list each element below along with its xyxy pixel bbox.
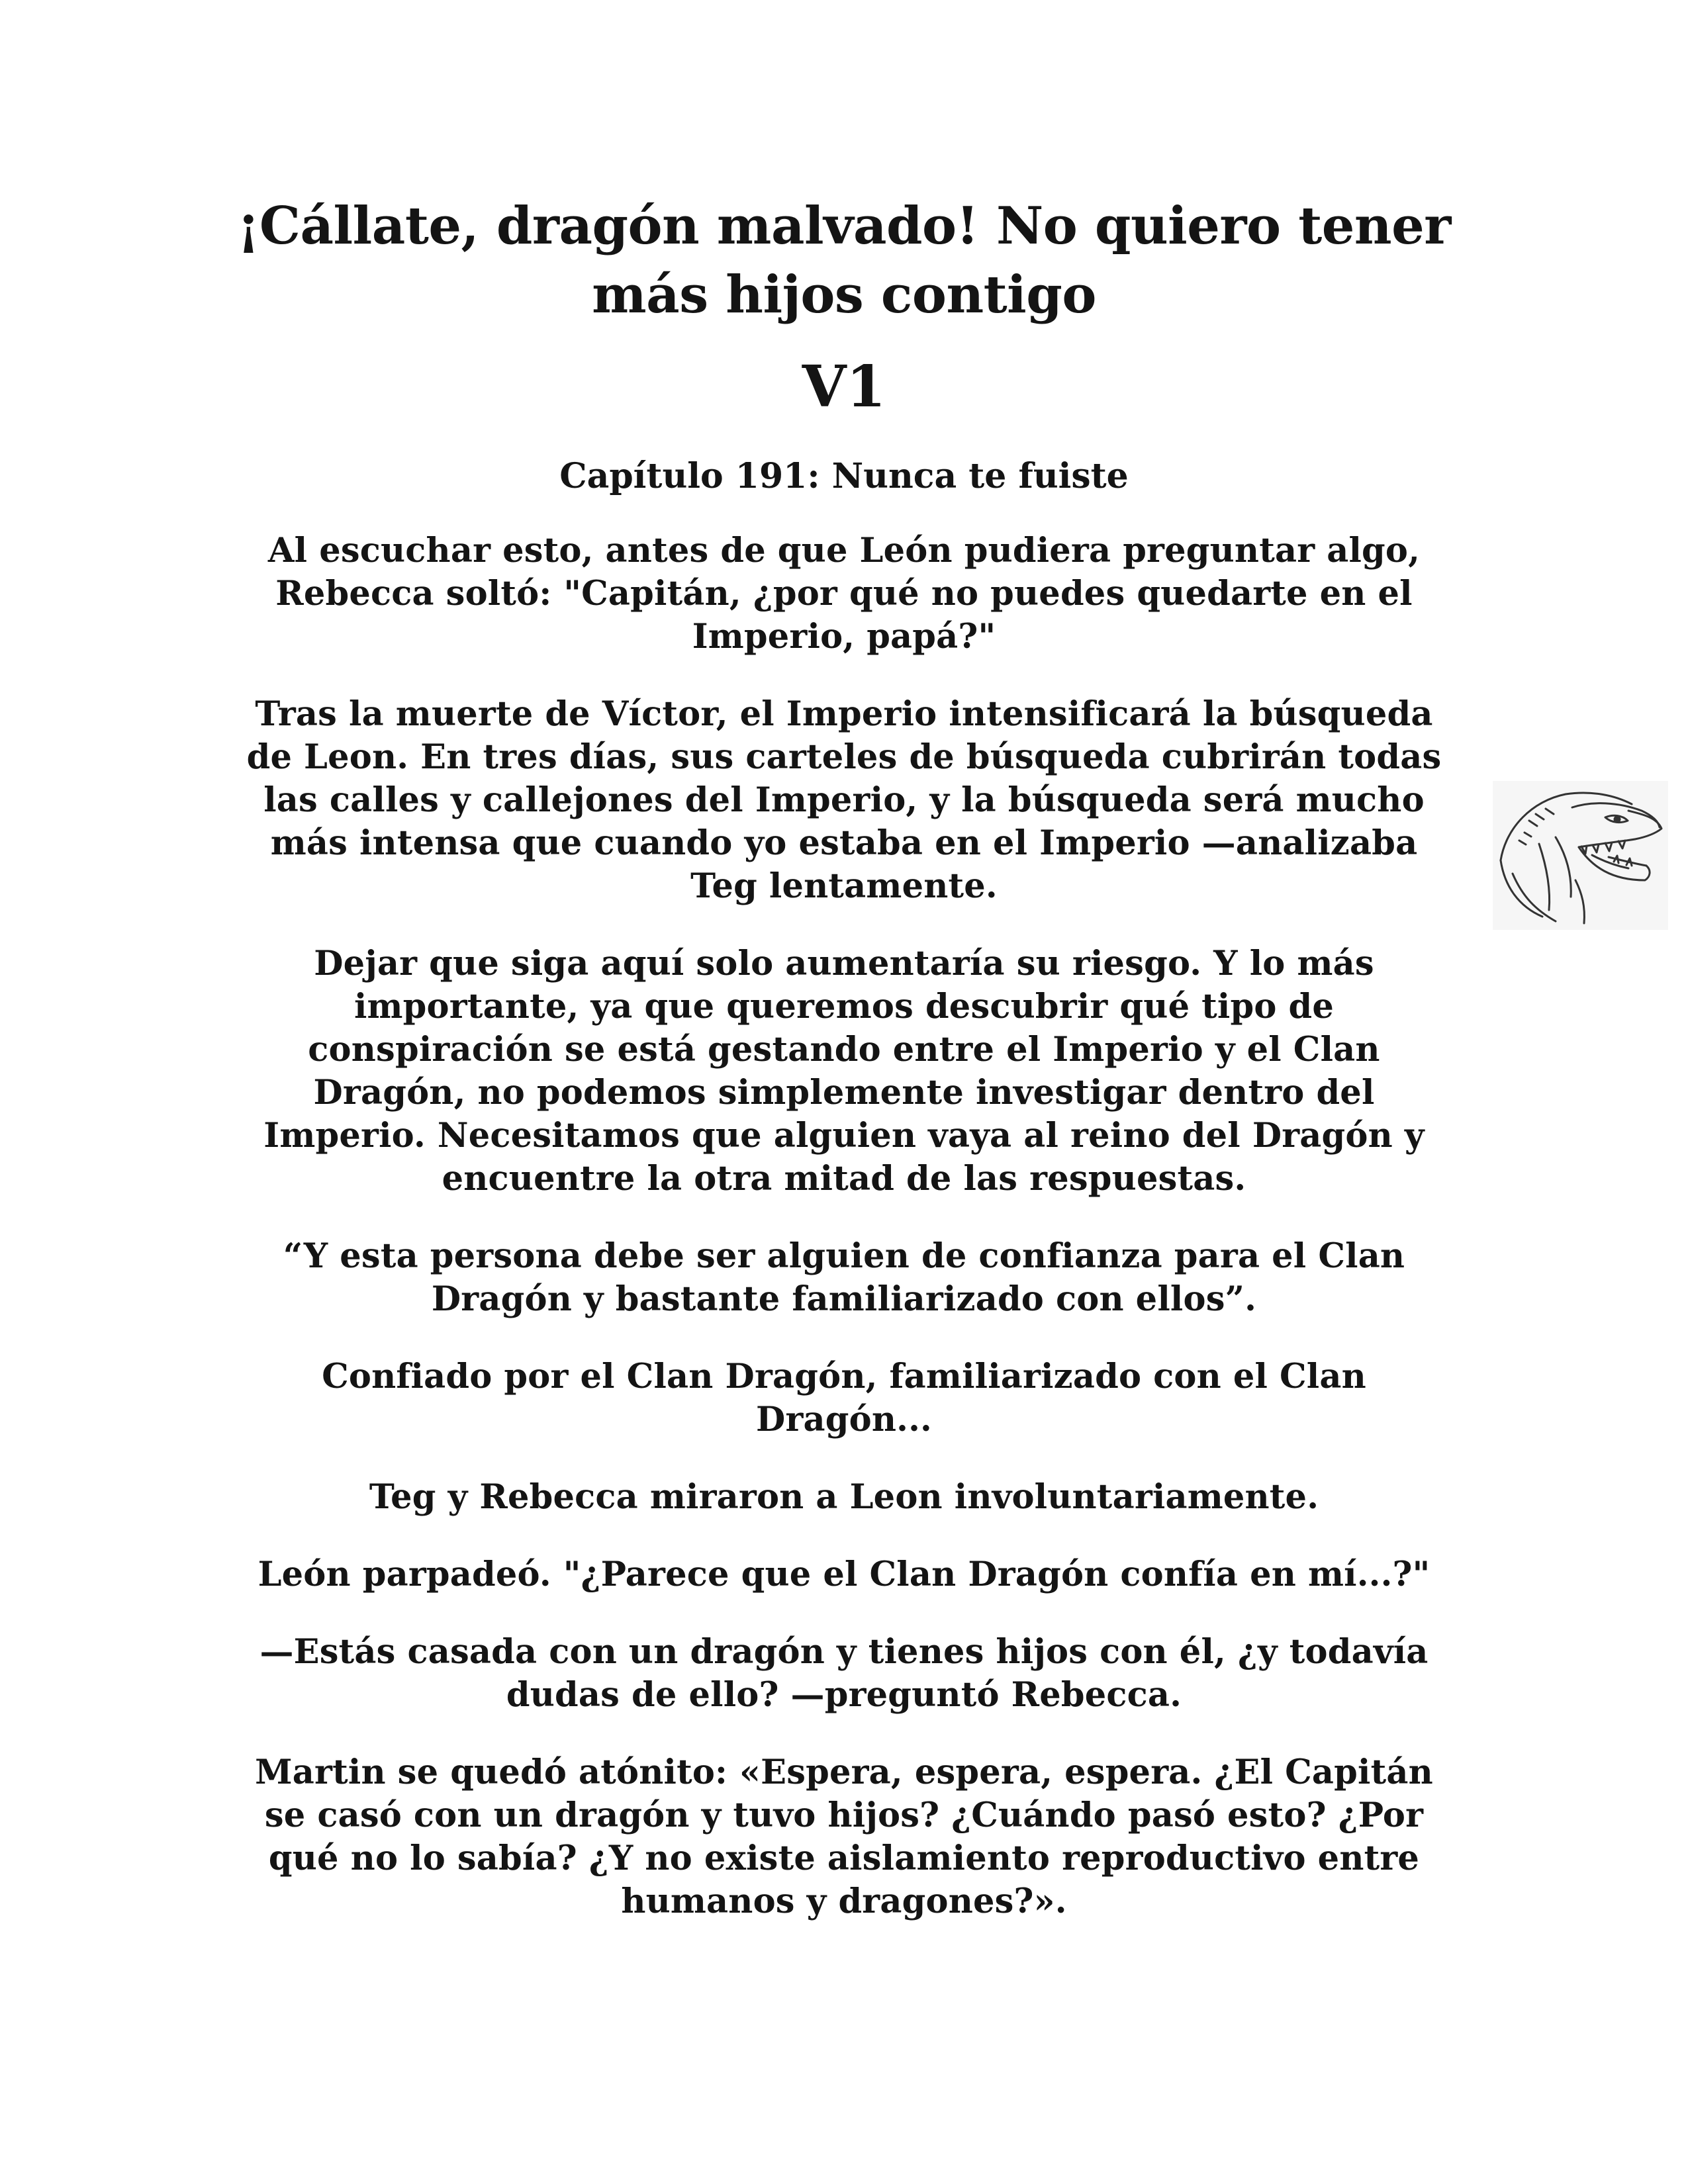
paragraph: “Y esta persona debe ser alguien de confianza para el Clan Dragón y bastante familiarizado con ellos”. bbox=[283, 1236, 1405, 1319]
paragraph: León parpadeó. "¿Parece que el Clan Dragón confía en mí...?" bbox=[258, 1555, 1430, 1594]
volume-label: V1 bbox=[802, 353, 886, 420]
paragraph: Teg y Rebecca miraron a Leon involuntariamente. bbox=[369, 1477, 1319, 1517]
paragraph: Martin se quedó atónito: «Espera, espera, espera. ¿El Capitán se casó con un dragón y tuvo hijos? ¿Cuándo pasó esto? ¿Por qué no lo sabía? ¿Y no existe aislamiento reproductivo entre humanos y dragones?». bbox=[255, 1752, 1433, 1921]
paragraph: —Estás casada con un dragón y tienes hijos con él, ¿y todavía dudas de ello? —preguntó Rebecca. bbox=[259, 1632, 1429, 1715]
paragraph: Tras la muerte de Víctor, el Imperio intensificará la búsqueda de Leon. En tres días, sus carteles de búsqueda cubrirán todas las calles y callejones del Imperio, y la búsqueda será mucho más intensa que cuando yo estaba en el Imperio —analizaba Teg lentamente. bbox=[246, 694, 1442, 906]
book-title: ¡Cállate, dragón malvado! No quiero tener más hijos contigo bbox=[237, 196, 1451, 325]
chapter-heading: Capítulo 191: Nunca te fuiste bbox=[559, 456, 1129, 496]
paragraph: Confiado por el Clan Dragón, familiarizado con el Clan Dragón... bbox=[322, 1357, 1366, 1439]
paragraph: Dejar que siga aquí solo aumentaría su riesgo. Y lo más importante, ya que queremos descubrir qué tipo de conspiración se está gestando entre el Imperio y el Clan Dragón, no podemos simplemente investigar dentro del Imperio. Necesitamos que alguien vaya al reino del Dragón y encuentre la otra mitad de las respuestas. bbox=[263, 944, 1425, 1199]
chapter-body bbox=[238, 529, 1450, 1958]
dragon-head-sketch-icon bbox=[1493, 781, 1668, 930]
paragraph: Al escuchar esto, antes de que León pudiera preguntar algo, Rebecca soltó: "Capitán, ¿por qué no puedes quedarte en el Imperio, papá?" bbox=[267, 531, 1421, 657]
